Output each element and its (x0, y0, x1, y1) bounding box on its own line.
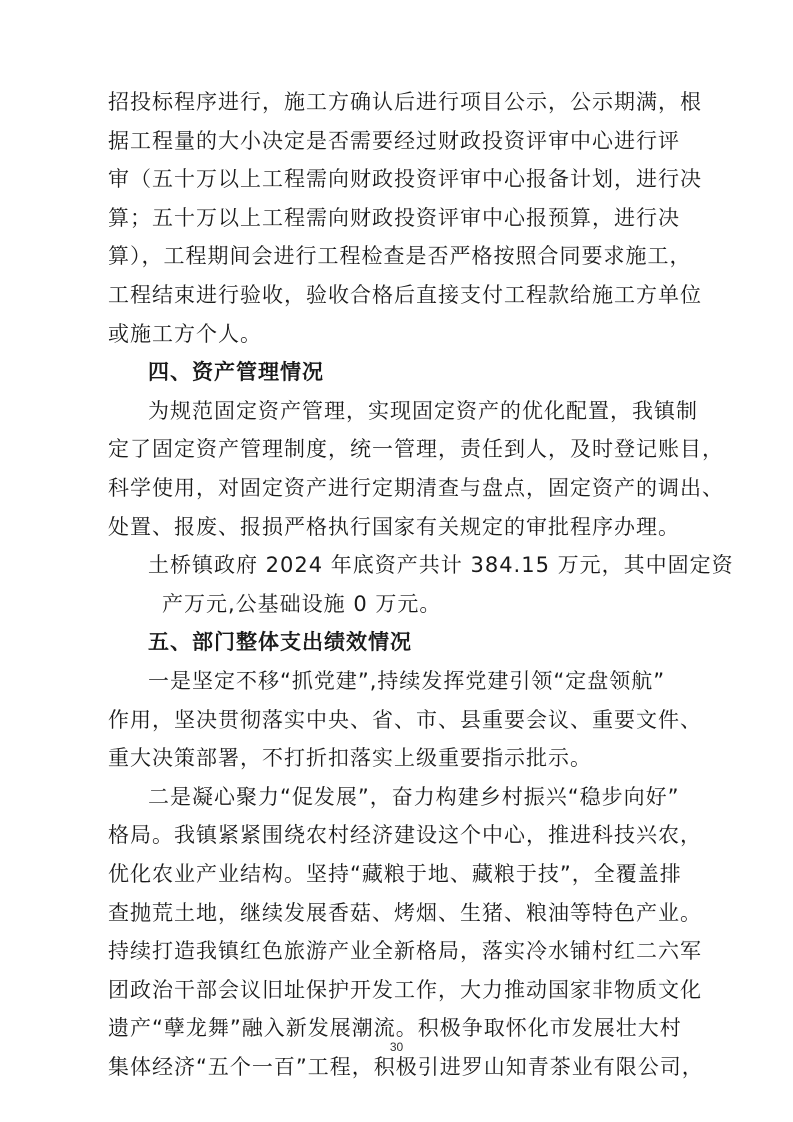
body-text-line: 土桥镇政府 2024 年底资产共计 384.15 万元，其中固定资 (148, 553, 734, 577)
body-text-line: 二是凝心聚力“促发展”，奋力构建乡村振兴“稳步向好” (148, 785, 680, 809)
body-text-line: 产万元,公基础设施 0 万元。 (162, 592, 442, 616)
body-text-line: 招投标程序进行，施工方确认后进行项目公示，公示期满，根 (108, 90, 702, 114)
body-text-line: 定了固定资产管理制度，统一管理，责任到人，及时登记账目， (108, 437, 724, 461)
body-text-line: 格局。我镇紧紧围绕农村经济建设这个中心，推进科技兴农， (108, 823, 702, 847)
body-text-line: 集体经济“五个一百”工程，积极引进罗山知青茶业有限公司， (108, 1055, 704, 1079)
body-text-line: 作用，坚决贯彻落实中央、省、市、县重要会议、重要文件、 (108, 708, 702, 732)
section-heading: 五、部门整体支出绩效情况 (148, 630, 412, 654)
body-text-line: 一是坚定不移“抓党建”,持续发挥党建引领“定盘领航” (148, 669, 666, 693)
body-text-line: 工程结束进行验收，验收合格后直接支付工程款给施工方单位 (108, 283, 702, 307)
body-text-line: 审（五十万以上工程需向财政投资评审中心报备计划，进行决 (108, 167, 702, 191)
body-text-line: 优化农业产业结构。坚持“藏粮于地、藏粮于技”，全覆盖排 (108, 862, 682, 886)
body-text-line: 算），工程期间会进行工程检查是否严格按照合同要求施工， (108, 244, 692, 268)
body-text-line: 算；五十万以上工程需向财政投资评审中心报预算，进行决 (108, 206, 680, 230)
body-text-line: 据工程量的大小决定是否需要经过财政投资评审中心进行评 (108, 129, 680, 153)
body-text-line: 科学使用，对固定资产进行定期清查与盘点，固定资产的调出、 (108, 476, 724, 500)
page-number: 30 (389, 1040, 404, 1054)
body-text-line: 重大决策部署，不打折扣落实上级重要指示批示。 (108, 746, 592, 770)
body-text-line: 处置、报废、报损严格执行国家有关规定的审批程序办理。 (108, 515, 680, 539)
body-text-line: 遗产“孽龙舞”融入新发展潮流。积极争取怀化市发展壮大村 (108, 1016, 682, 1040)
body-text-line: 团政治干部会议旧址保护开发工作，大力推动国家非物质文化 (108, 978, 702, 1002)
section-heading: 四、资产管理情况 (148, 360, 324, 384)
body-text-line: 持续打造我镇红色旅游产业全新格局，落实冷水铺村红二六军 (108, 939, 702, 963)
body-text-line: 或施工方个人。 (108, 322, 262, 346)
body-text-line: 查抛荒土地，继续发展香菇、烤烟、生猪、粮油等特色产业。 (108, 901, 702, 925)
body-text-line: 为规范固定资产管理，实现固定资产的优化配置，我镇制 (148, 399, 698, 423)
